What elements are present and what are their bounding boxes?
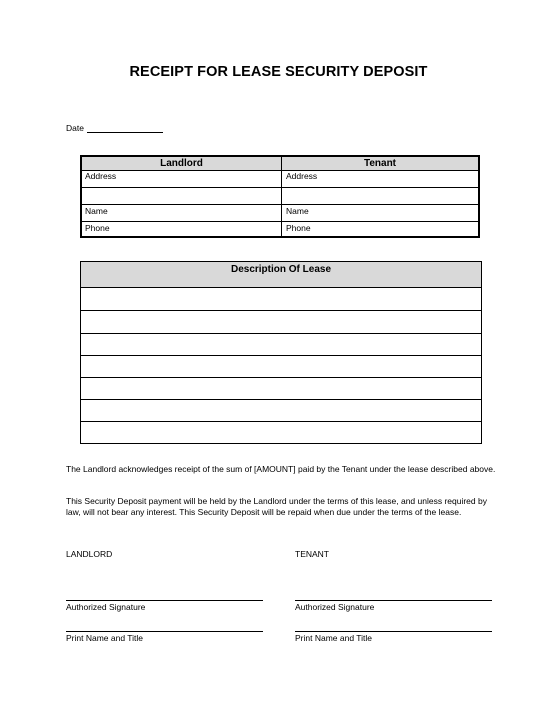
description-row[interactable] [81,333,481,334]
tenant-phone-field[interactable]: Phone [286,223,311,233]
description-row[interactable] [81,310,481,311]
landlord-header: Landlord [82,157,281,171]
column-divider [281,157,282,236]
date-field[interactable] [87,123,163,133]
row-divider [82,187,478,188]
landlord-signature-line[interactable] [66,600,263,601]
lease-description-table [80,261,482,444]
landlord-phone-field[interactable]: Phone [85,223,110,233]
landlord-print-name-line[interactable] [66,631,263,632]
tenant-print-name-line[interactable] [295,631,492,632]
landlord-authorized-signature-label: Authorized Signature [66,602,146,612]
description-row[interactable] [81,355,481,356]
row-divider [82,221,478,222]
parties-table [80,155,480,238]
acknowledgement-paragraph: The Landlord acknowledges receipt of the sum of [AMOUNT] paid by the Tenant under the lease described above. [66,464,496,474]
tenant-header: Tenant [282,157,478,171]
deposit-terms-paragraph: This Security Deposit payment will be held by the Landlord under the terms of this lease, and unless required by law, will not bear any interest. This Security Deposit will be repaid when due under the terms of the lease. [66,496,487,517]
tenant-name-field[interactable]: Name [286,206,309,216]
description-row[interactable] [81,287,481,288]
description-row[interactable] [81,421,481,422]
landlord-name-field[interactable]: Name [85,206,108,216]
landlord-address-field[interactable]: Address [85,171,117,181]
tenant-authorized-signature-label: Authorized Signature [295,602,375,612]
description-row[interactable] [81,377,481,378]
tenant-signature-line[interactable] [295,600,492,601]
row-divider [82,204,478,205]
tenant-signature-heading: TENANT [295,549,329,559]
date-row [66,123,163,133]
date-label: Date [66,123,84,133]
tenant-address-field[interactable]: Address [286,171,318,181]
tenant-print-name-label: Print Name and Title [295,633,373,643]
landlord-print-name-label: Print Name and Title [66,633,144,643]
description-row[interactable] [81,399,481,400]
document-title: RECEIPT FOR LEASE SECURITY DEPOSIT [129,64,428,80]
landlord-signature-heading: LANDLORD [66,549,113,559]
description-header: Description Of Lease [81,262,481,287]
